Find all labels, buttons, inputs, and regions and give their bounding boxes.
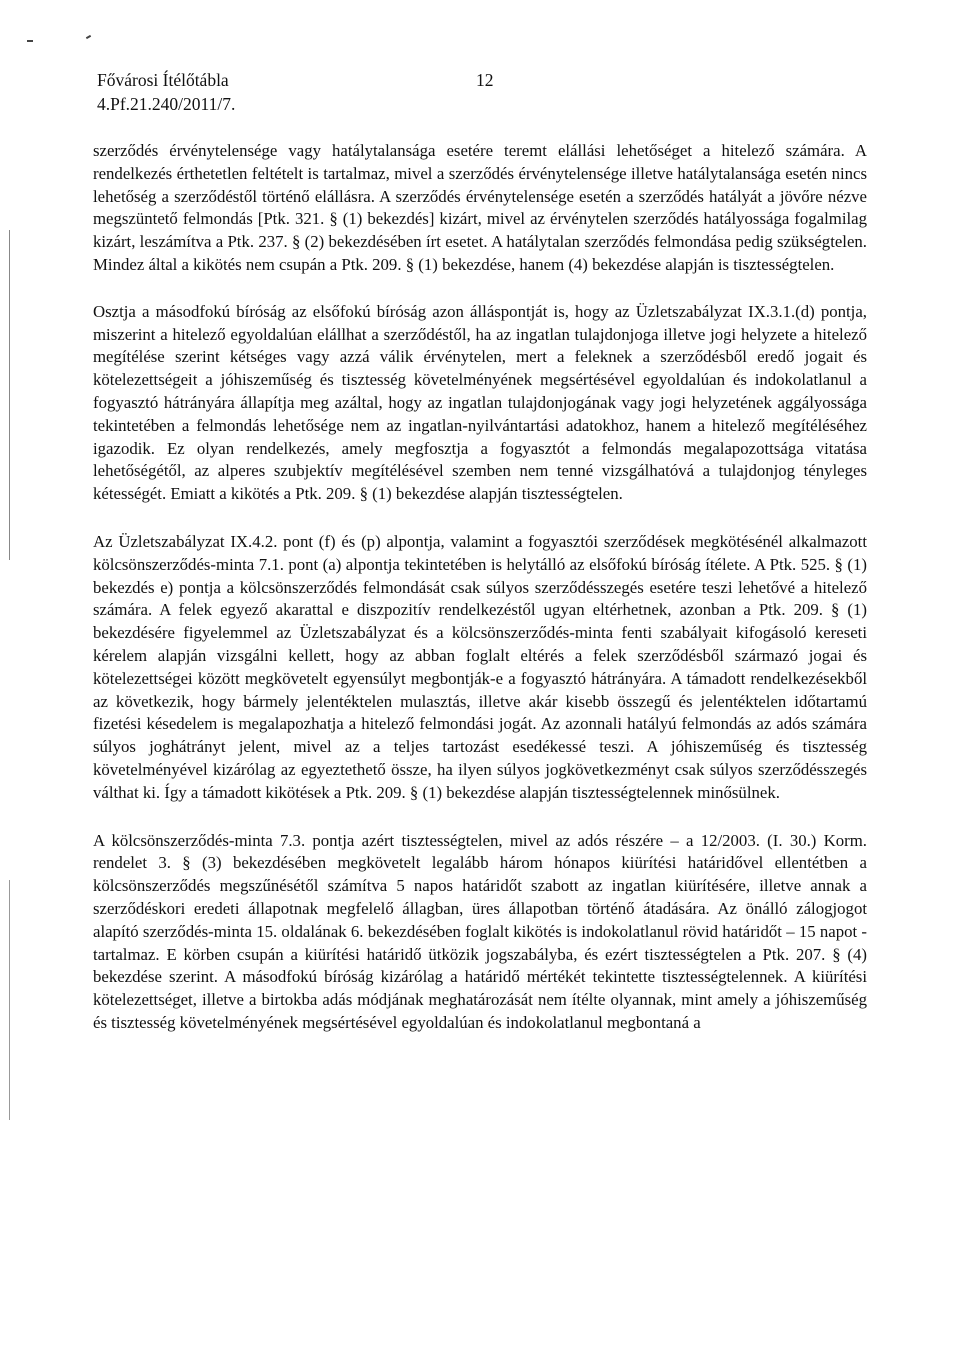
paragraph: Osztja a másodfokú bíróság az elsőfokú bíróság azon álláspontját is, hogy az Üzletszabályzat IX.3.1.(d) pontja, miszerint a hitelező egyoldalúan elállhat a szerződéstől, ha az ingatlan tulajdonjoga illetve jogi helyzete a hitelező megítélése szerint kétséges vagy azzá válik érvénytelen, mert a feleknek a szerződésből eredő jogait és kötelezettségeit a jóhiszeműség és tisztesség követelményének megsértésével egyoldalúan és indokolatlanul a fogyasztó hátrányára állapítja meg azáltal, hogy az ingatlan tulajdonjogának vagy jogi helyzetének aggályossága tekintetében a felmondás lehetősége nem az ingatlan-nyilvántartási adatokhoz, hanem a hitelező megítéléséhez igazodik. Ez olyan rendelkezés, amely megfosztja a fogyasztót a felmondás megalapozottsága vitatása lehetőségétől, az alperes szubjektív megítélésével szemben nem tenné vizsgálhatóvá a tulajdonjog tényleges kétességét. Emiatt a kikötés a Ptk. 209. § (1) bekezdése alapján tisztességtelen.: [93, 301, 867, 504]
paragraph: szerződés érvénytelensége vagy hatálytalansága esetére teremt elállási lehetőséget a hitelező számára. A rendelkezés érthetetlen feltételt is tartalmaz, mivel a szerződés érvénytelensége illetve hatálytalansága esetén nincs lehetőség a szerződéstől történő elállásra. A szerződés érvénytelensége esetén a szerződés hatályát a jövőre nézve megszüntető felmondás [Ptk. 321. § (1) bekezdés] kizárt, mivel az érvénytelen szerződés hatályossága fogalmilag kizárt, leszámítva a Ptk. 237. § (2) bekezdésében írt esetet. A hatálytalan szerződés felmondása pedig szükségtelen. Mindez által a kikötés nem csupán a Ptk. 209. § (1) bekezdése, hanem (4) bekezdése alapján is tisztességtelen.: [93, 141, 867, 274]
court-name: Fővárosi Ítélőtábla: [97, 70, 229, 90]
document-body: [93, 140, 867, 1035]
scan-artifact: [27, 40, 33, 42]
document-header: [97, 68, 517, 116]
case-number: 4.Pf.21.240/2011/7.: [97, 94, 236, 114]
paragraph: Az Üzletszabályzat IX.4.2. pont (f) és (p) alpontja, valamint a fogyasztói szerződések megkötésénél alkalmazott kölcsönszerződés-minta 7.1. pont (a) alpontja tekintetében is helytálló az elsőfokú bíróság ítélete. A Ptk. 525. § (1) bekezdés e) pontja a kölcsönszerződés felmondását csak súlyos szerződésszegés esetére teszi lehetővé a hitelező számára. A felek egyező akarattal e diszpozitív rendelkezéstől ugyan eltérhetnek, azonban a Ptk. 209. § (1) bekezdésére figyelemmel az Üzletszabályzat és a kölcsönszerződés-minta fenti szabályait kifogásoló kereseti kérelem alapján vizsgálni kellett, hogy az abban foglalt eltérés a felek szerződésből származó jogai és kötelezettségei között megkövetelt egyensúlyt megbontják-e a fogyasztó hátrányára. A támadott rendelkezésekből az következik, hogy bármely jelentéktelen mulasztás, illetve akár kisebb összegű és jelentéktelen időtartamú fizetési késedelem is megalapozhatja a hitelező felmondási jogát. Az azonnali hatályú felmondás az adós számára súlyos joghátrányt jelent, mivel az a teljes tartozást esedékessé teszi. A jóhiszeműség és tisztesség követelményével kizárólag az egyeztethető össze, ha ilyen súlyos jogkövetkezményt csak súlyos szerződésszegés válthat ki. Így a támadott kikötések a Ptk. 209. § (1) bekezdése alapján tisztességtelennek minősülnek.: [93, 531, 867, 802]
paragraph: A kölcsönszerződés-minta 7.3. pontja azért tisztességtelen, mivel az adós részére – a 12/2003. (I. 30.) Korm. rendelet 3. § (3) bekezdésében megkövetelt legalább három hónapos kiürítési határidővel ellentétben a kölcsönszerződés megszűnésétől számítva 5 napos határidőt szabott az ingatlan kiürítésére, illetve annak a szerződéskori eredeti állapotnak megfelelő állagban, üres állapotban történő átadására. Az önálló zálogjogot alapító szerződés-minta 15. oldalának 6. bekezdésében foglalt kikötés is indokolatlanul rövid határidőt – 15 napot - tartalmaz. E körben csupán a kiürítési határidő ütközik jogszabályba, és ezért tisztességtelen a Ptk. 207. § (4) bekezdése szerint. A másodfokú bíróság kizárólag a határidő mértékét tekintette tisztességtelennek. A kiürítési kötelezettséget, illetve a birtokba adás módjának meghatározását nem ítélte olyannak, mint amely a jóhiszeműség és tisztesség követelményének megsértésével egyoldalúan és indokolatlanul megbontaná a: [93, 830, 867, 1032]
page-number: 12: [476, 70, 494, 90]
scan-artifact: [86, 35, 91, 39]
scan-margin-line: [9, 880, 10, 1120]
scan-margin-line: [9, 230, 10, 560]
